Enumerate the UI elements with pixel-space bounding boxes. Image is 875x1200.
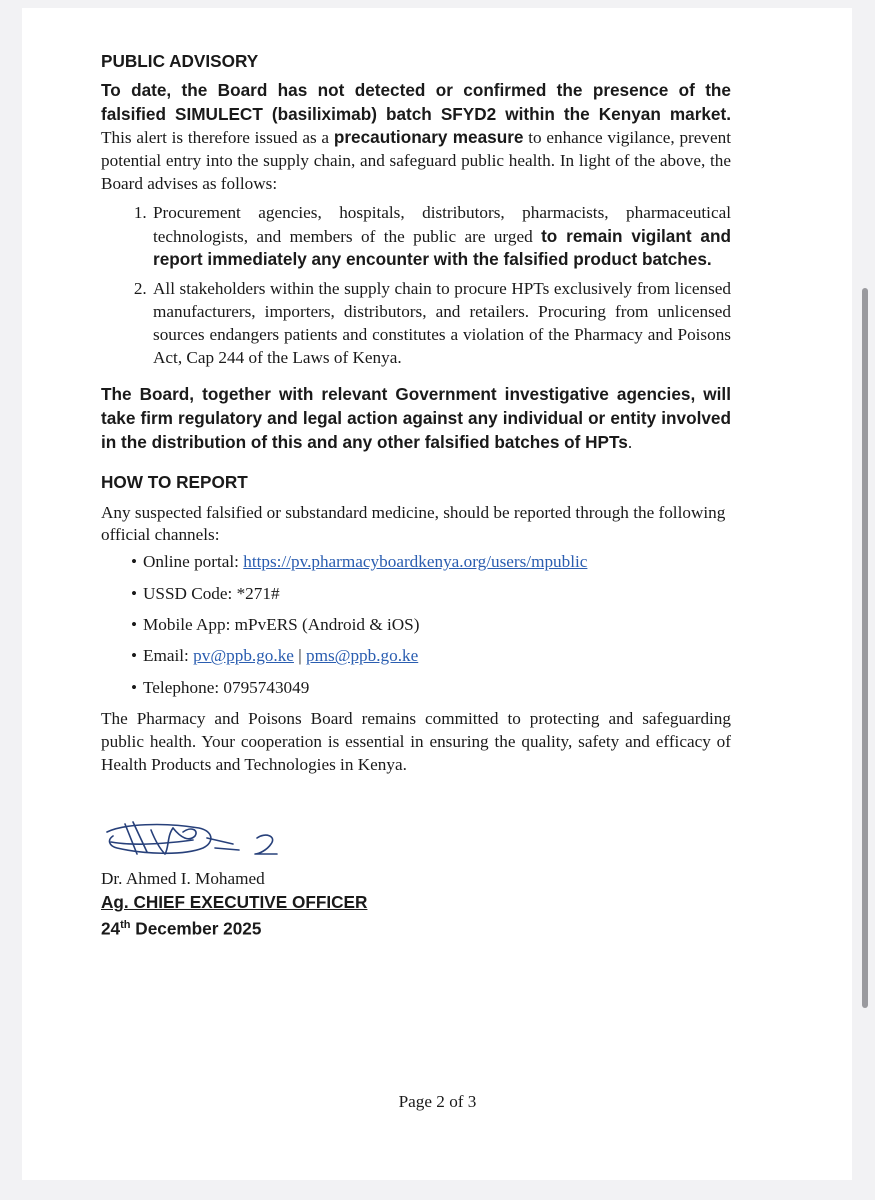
email-label: Email: xyxy=(143,646,194,666)
email-link-pv[interactable]: pv@ppb.go.ke xyxy=(193,646,294,666)
advisory-item-text: All stakeholders within the supply chain to procure HPTs exclusively from licensed manufacturers, importers, distributors, and retailers. Procuring from unlicensed sources endangers patients and constitutes a violation of the Pharmacy and Poisons Act, Cap 244 of the Laws of Kenya. xyxy=(153,279,731,367)
advisory-item xyxy=(151,202,731,272)
telephone-text: Telephone: 0795743049 xyxy=(143,677,310,697)
ussd-text: USSD Code: *271# xyxy=(143,583,280,603)
precautionary-measure-text: precautionary measure xyxy=(333,127,524,148)
signatory-date xyxy=(101,914,731,941)
advisory-list xyxy=(101,202,731,370)
channel-app: • Mobile App: mPvERS (Android & iOS) xyxy=(131,614,420,634)
closing-statement: The Pharmacy and Poisons Board remains committed to protecting and safeguarding public health. Your cooperation is essential in ensuring the quality, safety and efficacy of Health Products and Technologies in Kenya. xyxy=(101,709,731,774)
advisory-item xyxy=(151,278,731,369)
signatory-name: Dr. Ahmed I. Mohamed xyxy=(101,869,265,889)
advisory-item-text: Procurement agencies, hospitals, distributors, pharmacists, pharmaceutical technologists, and members of the public are urged xyxy=(153,202,731,246)
intro-bold-text: To date, the Board has not detected or confirmed the presence of the falsified SIMULECT (basiliximab) batch SFYD2 within the Kenyan market. xyxy=(101,79,731,124)
channel-ussd: • USSD Code: *271# xyxy=(131,583,280,603)
report-heading: HOW TO REPORT xyxy=(101,471,248,492)
date-suffix: th xyxy=(120,919,131,932)
enforcement-warning xyxy=(101,383,731,454)
channel-telephone: • Telephone: 0795743049 xyxy=(131,677,310,697)
intro-text-a: This alert is therefore issued as a xyxy=(101,128,334,148)
warning-end: . xyxy=(627,432,633,452)
signatory-title: Ag. CHIEF EXECUTIVE OFFICER xyxy=(101,892,368,913)
portal-label: Online portal: xyxy=(143,552,244,572)
warning-bold-text: The Board, together with relevant Government investigative agencies, will take firm regulatory and legal action against any individual or entity involved in the distribution of this and any other falsified batches of HPTs xyxy=(101,384,731,452)
advisory-item-bold: to remain vigilant and report immediately any encounter with the falsified product batches. xyxy=(153,225,731,270)
page-number: Page 2 of 3 xyxy=(398,1092,477,1111)
scrollbar[interactable] xyxy=(862,288,868,1008)
channel-email: • Email: pv@ppb.go.ke | pms@ppb.go.ke xyxy=(131,646,419,666)
email-link-pms[interactable]: pms@ppb.go.ke xyxy=(305,646,419,666)
channel-portal: • Online portal: https://pv.pharmacyboardkenya.org/users/mpublic xyxy=(131,552,588,572)
document-content xyxy=(101,50,731,941)
report-channels xyxy=(101,551,731,699)
signature xyxy=(101,818,731,864)
date-rest: December 2025 xyxy=(130,918,262,939)
signature-scribble xyxy=(103,818,283,862)
portal-link[interactable]: https://pv.pharmacyboardkenya.org/users/mpublic xyxy=(243,552,588,572)
date-day: 24 xyxy=(101,918,121,939)
app-text: Mobile App: mPvERS (Android & iOS) xyxy=(143,614,420,634)
advisory-heading: PUBLIC ADVISORY xyxy=(101,51,259,71)
advisory-intro xyxy=(101,79,731,196)
email-separator: | xyxy=(293,646,306,666)
intro-text-b: to enhance vigilance, prevent potential entry into the supply chain, and safeguard public health. In light of the above, the Board advises as follows: xyxy=(101,128,731,193)
report-intro: Any suspected falsified or substandard medicine, should be reported through the following official channels: xyxy=(101,502,726,545)
